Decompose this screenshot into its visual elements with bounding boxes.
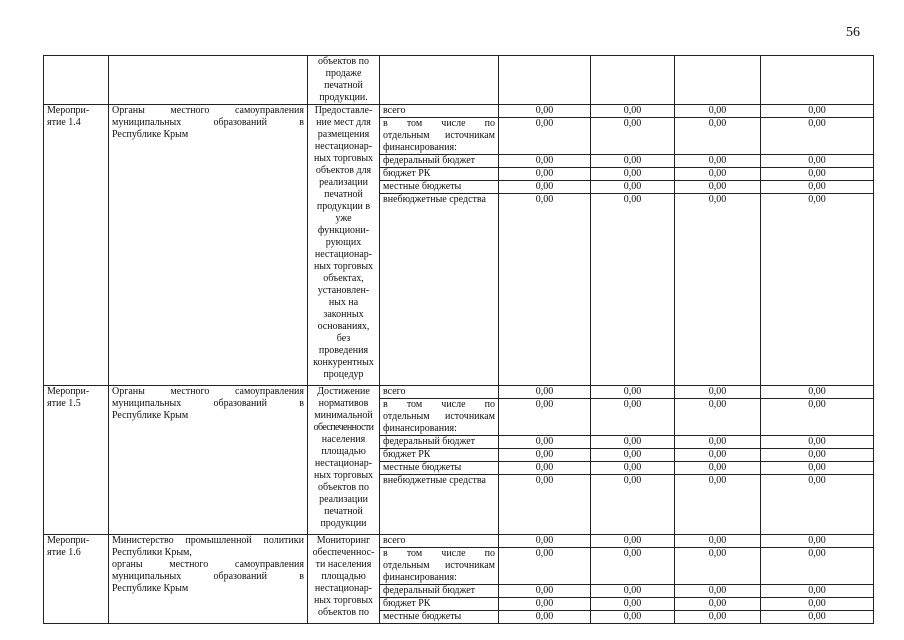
value-cell: 0,00 bbox=[761, 598, 874, 611]
value-cell: 0,00 bbox=[675, 535, 761, 548]
value-cell bbox=[499, 56, 591, 105]
description-line: продукции. bbox=[319, 92, 368, 103]
description-line: уже bbox=[335, 213, 352, 224]
value-cell: 0,00 bbox=[761, 105, 874, 118]
page-number: 56 bbox=[846, 25, 860, 40]
value-cell: 0,00 bbox=[675, 436, 761, 449]
source-line: в том числе по bbox=[383, 548, 495, 559]
value-cell: 0,00 bbox=[591, 118, 675, 155]
value-cell: 0,00 bbox=[675, 548, 761, 585]
funding-source-local: местные бюджеты bbox=[380, 611, 499, 624]
source-line: отдельным источникам bbox=[383, 411, 495, 422]
funding-source-extra: внебюджетные средства bbox=[380, 475, 499, 535]
value-cell: 0,00 bbox=[591, 168, 675, 181]
value-cell: 0,00 bbox=[591, 535, 675, 548]
description-line: реализации bbox=[319, 177, 368, 188]
value-cell: 0,00 bbox=[675, 194, 761, 386]
funding-source-federal: федеральный бюджет bbox=[380, 155, 499, 168]
org-line: Республике Крым bbox=[112, 129, 189, 140]
value-cell: 0,00 bbox=[761, 194, 874, 386]
description-line: Мониторинг bbox=[316, 535, 371, 546]
description-line: нестационар- bbox=[314, 141, 373, 152]
value-cell: 0,00 bbox=[591, 399, 675, 436]
description-line: процедур bbox=[323, 369, 364, 380]
funding-source-rk: бюджет РК bbox=[380, 168, 499, 181]
funding-source-federal: федеральный бюджет bbox=[380, 585, 499, 598]
description-line: продукции bbox=[320, 518, 367, 529]
table-row bbox=[44, 535, 874, 548]
description-line: нестационар- bbox=[314, 583, 373, 594]
event-description-cell bbox=[308, 105, 380, 386]
value-cell bbox=[761, 56, 874, 105]
value-cell: 0,00 bbox=[675, 475, 761, 535]
description-line: минимальной bbox=[314, 410, 373, 421]
description-line: проведения bbox=[318, 345, 369, 356]
value-cell: 0,00 bbox=[591, 475, 675, 535]
event-id-line: Меропри- bbox=[47, 535, 90, 546]
responsible-org-cell bbox=[109, 105, 308, 386]
source-cell bbox=[380, 56, 499, 105]
value-cell: 0,00 bbox=[761, 181, 874, 194]
value-cell: 0,00 bbox=[761, 155, 874, 168]
funding-source-local: местные бюджеты bbox=[380, 181, 499, 194]
value-cell: 0,00 bbox=[591, 436, 675, 449]
funding-source-rk: бюджет РК bbox=[380, 449, 499, 462]
funding-source-rk: бюджет РК bbox=[380, 598, 499, 611]
source-line: финансирования: bbox=[383, 142, 457, 153]
funding-source-including bbox=[380, 399, 499, 436]
value-cell: 0,00 bbox=[499, 611, 591, 624]
value-cell: 0,00 bbox=[499, 168, 591, 181]
event-description-cell bbox=[308, 535, 380, 624]
source-line: финансирования: bbox=[383, 423, 457, 434]
description-line: без bbox=[336, 333, 351, 344]
description-line: ных торговых bbox=[313, 595, 374, 606]
description-line: объектов по bbox=[318, 482, 369, 493]
value-cell: 0,00 bbox=[499, 436, 591, 449]
value-cell: 0,00 bbox=[499, 181, 591, 194]
description-line: нестационар- bbox=[314, 249, 373, 260]
description-line: обеспеченнос- bbox=[312, 547, 375, 558]
funding-source-local: местные бюджеты bbox=[380, 462, 499, 475]
description-line: ние мест для bbox=[316, 117, 371, 128]
value-cell: 0,00 bbox=[675, 118, 761, 155]
value-cell: 0,00 bbox=[499, 535, 591, 548]
value-cell: 0,00 bbox=[499, 118, 591, 155]
description-line: нормативов bbox=[318, 398, 369, 409]
description-cell bbox=[308, 56, 380, 105]
org-cell bbox=[109, 56, 308, 105]
source-line: в том числе по bbox=[383, 399, 495, 410]
funding-source-total: всего bbox=[380, 105, 499, 118]
description-line: ных на bbox=[328, 297, 359, 308]
description-line: объектов по bbox=[318, 607, 369, 618]
description-line: Достижение bbox=[317, 386, 370, 397]
description-line: населения bbox=[321, 434, 366, 445]
value-cell: 0,00 bbox=[761, 449, 874, 462]
org-line: Республике Крым bbox=[112, 583, 189, 594]
description-line: нестационар- bbox=[314, 458, 373, 469]
value-cell: 0,00 bbox=[761, 168, 874, 181]
value-cell: 0,00 bbox=[761, 535, 874, 548]
id-cell bbox=[44, 56, 109, 105]
responsible-org-cell bbox=[109, 386, 308, 535]
description-line: печатной bbox=[324, 80, 363, 91]
table-row bbox=[44, 105, 874, 118]
description-line: установлен- bbox=[317, 285, 370, 296]
value-cell bbox=[591, 56, 675, 105]
value-cell: 0,00 bbox=[675, 611, 761, 624]
description-line: рующих bbox=[325, 237, 362, 248]
funding-source-total: всего bbox=[380, 386, 499, 399]
source-line: финансирования: bbox=[383, 572, 457, 583]
description-line: продаже bbox=[325, 68, 362, 79]
responsible-org-cell bbox=[109, 535, 308, 624]
funding-source-including bbox=[380, 118, 499, 155]
event-id-cell bbox=[44, 105, 109, 386]
description-line: реализации bbox=[319, 494, 368, 505]
description-line: объектах, bbox=[323, 273, 364, 284]
description-line: функциони- bbox=[317, 225, 370, 236]
description-line: объектов для bbox=[315, 165, 372, 176]
value-cell: 0,00 bbox=[591, 449, 675, 462]
funding-source-total: всего bbox=[380, 535, 499, 548]
description-line: ных торговых bbox=[313, 261, 374, 272]
value-cell: 0,00 bbox=[675, 449, 761, 462]
org-line: муниципальных образований в bbox=[112, 117, 304, 128]
value-cell: 0,00 bbox=[675, 462, 761, 475]
value-cell: 0,00 bbox=[761, 548, 874, 585]
org-line: Министерство промышленной политики bbox=[112, 535, 304, 546]
value-cell: 0,00 bbox=[675, 168, 761, 181]
value-cell: 0,00 bbox=[591, 181, 675, 194]
event-id-cell bbox=[44, 386, 109, 535]
value-cell bbox=[675, 56, 761, 105]
source-line: отдельным источникам bbox=[383, 130, 495, 141]
value-cell: 0,00 bbox=[499, 155, 591, 168]
value-cell: 0,00 bbox=[591, 598, 675, 611]
value-cell: 0,00 bbox=[675, 399, 761, 436]
description-line: законных bbox=[323, 309, 364, 320]
source-line: отдельным источникам bbox=[383, 560, 495, 571]
value-cell: 0,00 bbox=[499, 475, 591, 535]
value-cell: 0,00 bbox=[675, 181, 761, 194]
value-cell: 0,00 bbox=[761, 475, 874, 535]
value-cell: 0,00 bbox=[761, 386, 874, 399]
org-line: муниципальных образований в bbox=[112, 398, 304, 409]
value-cell: 0,00 bbox=[499, 194, 591, 386]
value-cell: 0,00 bbox=[761, 585, 874, 598]
value-cell: 0,00 bbox=[761, 462, 874, 475]
description-line: площадью bbox=[321, 571, 366, 582]
description-line: печатной bbox=[324, 189, 363, 200]
description-line: печатной bbox=[324, 506, 363, 517]
value-cell: 0,00 bbox=[591, 194, 675, 386]
value-cell: 0,00 bbox=[591, 585, 675, 598]
org-line: Республики Крым, bbox=[112, 547, 192, 558]
value-cell: 0,00 bbox=[499, 462, 591, 475]
funding-source-extra: внебюджетные средства bbox=[380, 194, 499, 386]
org-line: Республике Крым bbox=[112, 410, 189, 421]
description-line: Предоставле- bbox=[314, 105, 373, 116]
value-cell: 0,00 bbox=[499, 449, 591, 462]
value-cell: 0,00 bbox=[499, 598, 591, 611]
description-line: обеспеченности bbox=[313, 422, 374, 433]
funding-source-including bbox=[380, 548, 499, 585]
source-line: в том числе по bbox=[383, 118, 495, 129]
description-line: ти населения bbox=[315, 559, 372, 570]
value-cell: 0,00 bbox=[499, 585, 591, 598]
value-cell: 0,00 bbox=[499, 105, 591, 118]
value-cell: 0,00 bbox=[591, 155, 675, 168]
description-line: площадью bbox=[321, 446, 366, 457]
table-row bbox=[44, 386, 874, 399]
org-line: Органы местного самоуправления bbox=[112, 105, 304, 116]
description-line: ных торговых bbox=[313, 470, 374, 481]
event-id-cell bbox=[44, 535, 109, 624]
value-cell: 0,00 bbox=[499, 386, 591, 399]
value-cell: 0,00 bbox=[675, 105, 761, 118]
value-cell: 0,00 bbox=[591, 386, 675, 399]
description-line: размещения bbox=[317, 129, 370, 140]
description-line: конкурентных bbox=[313, 357, 374, 368]
description-line: основаниях, bbox=[317, 321, 370, 332]
value-cell: 0,00 bbox=[591, 548, 675, 585]
description-line: продукции в bbox=[316, 201, 371, 212]
description-line: ных торговых bbox=[313, 153, 374, 164]
continuation-row bbox=[44, 56, 874, 105]
event-id-line: ятие 1.4 bbox=[47, 117, 81, 128]
event-id-line: ятие 1.6 bbox=[47, 547, 81, 558]
value-cell: 0,00 bbox=[761, 611, 874, 624]
value-cell: 0,00 bbox=[675, 585, 761, 598]
value-cell: 0,00 bbox=[675, 598, 761, 611]
value-cell: 0,00 bbox=[591, 105, 675, 118]
org-line: Органы местного самоуправления bbox=[112, 386, 304, 397]
event-id-line: Меропри- bbox=[47, 386, 90, 397]
event-id-line: ятие 1.5 bbox=[47, 398, 81, 409]
description-line: объектов по bbox=[318, 56, 369, 67]
value-cell: 0,00 bbox=[675, 386, 761, 399]
value-cell: 0,00 bbox=[761, 436, 874, 449]
org-line: органы местного самоуправления bbox=[112, 559, 304, 570]
event-description-cell bbox=[308, 386, 380, 535]
value-cell: 0,00 bbox=[591, 462, 675, 475]
funding-source-federal: федеральный бюджет bbox=[380, 436, 499, 449]
budget-table bbox=[43, 55, 874, 624]
value-cell: 0,00 bbox=[675, 155, 761, 168]
org-line: муниципальных образований в bbox=[112, 571, 304, 582]
value-cell: 0,00 bbox=[499, 399, 591, 436]
value-cell: 0,00 bbox=[591, 611, 675, 624]
event-id-line: Меропри- bbox=[47, 105, 90, 116]
value-cell: 0,00 bbox=[499, 548, 591, 585]
value-cell: 0,00 bbox=[761, 399, 874, 436]
value-cell: 0,00 bbox=[761, 118, 874, 155]
